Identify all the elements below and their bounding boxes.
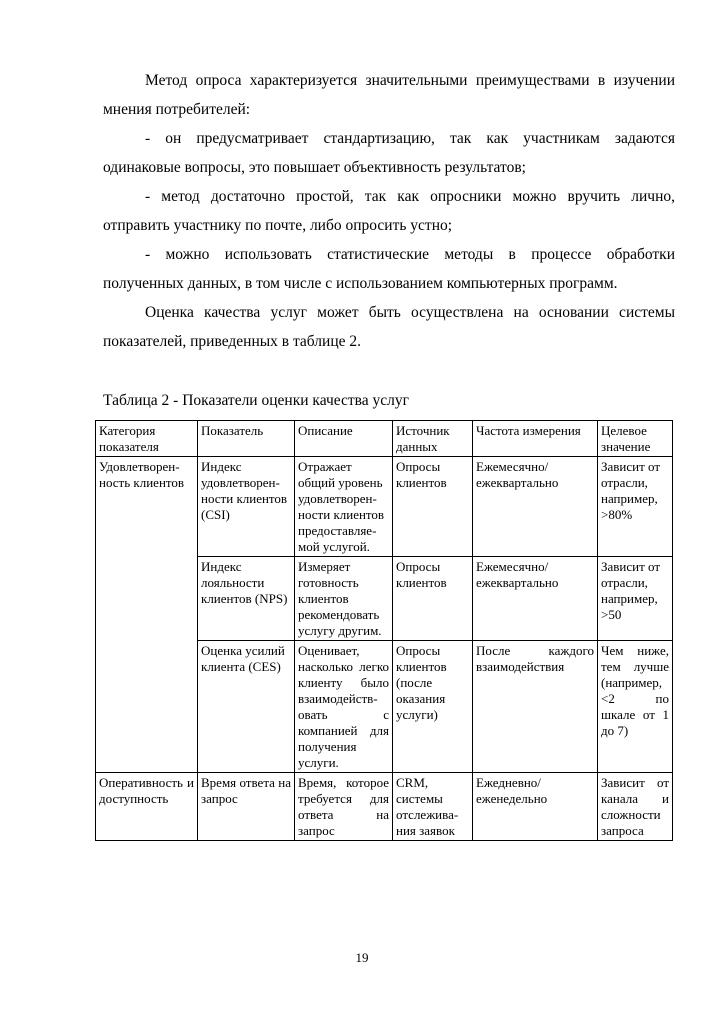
paragraph-survey-advantages: Метод опроса характеризуется значительными преимуществами в изучении мнения потребителей: [103,72,675,118]
indicator-cell: Оценка усилий клиента (CES) [198,641,295,773]
table-row [96,457,673,557]
paragraph-simplicity: - метод достаточно простой, так как опросники можно вручить лично, отправить участнику по почте, либо опросить устно; [103,188,675,234]
description-cell: Измеряет готовность клиентов рекомендовать услугу другим. [295,557,393,641]
frequency-cell: Ежемесячно/ ежеквартально [473,457,598,557]
indicator-cell: Время ответа на запрос [198,773,295,841]
header-source: Источник данных [393,421,473,457]
paragraph-statistics: - можно использовать статистические методы в процессе обработки полученных данных, в том числе с использованием компьютерных программ. [103,246,675,292]
header-target: Целевое значение [598,421,673,457]
page-number: 19 [355,950,369,965]
table-header-row [96,421,673,457]
target-cell: Зависит от канала и сложности запроса [598,773,673,841]
frequency-cell: После каждого взаимодействия [473,641,598,773]
header-description: Описание [295,421,393,457]
frequency-cell: Ежедневно/ еженедельно [473,773,598,841]
source-cell: Опросы клиентов (после оказания услуги) [393,641,473,773]
table-caption: Таблица 2 - Показатели оценки качества услуг [103,392,410,409]
source-cell: CRM, системы отслеживания заявок [393,773,473,841]
header-frequency: Частота измерения [473,421,598,457]
target-cell: Зависит от отрасли, например, >80% [598,457,673,557]
quality-indicators-table [95,420,673,841]
indicator-cell: Индекс удовлетворенности клиентов (CSI) [198,457,295,557]
description-cell: Время, которое требуется для ответа на запрос [295,773,393,841]
target-cell: Чем ниже, тем лучше (например, <2 по шкале от 1 до 7) [598,641,673,773]
category-cell: Удовлетворенность клиентов [96,457,198,773]
target-cell: Зависит от отрасли, например, >50 [598,557,673,641]
header-indicator: Показатель [198,421,295,457]
table-row [96,773,673,841]
paragraph-standardization: - он предусматривает стандартизацию, так как участникам задаются одинаковые вопросы, это повышает объективность результатов; [103,130,675,176]
header-category: Категория показателя [96,421,198,457]
description-cell: Оценивает, насколько легко клиенту было взаимодействовать с компанией для получения услуги. [295,641,393,773]
source-cell: Опросы клиентов [393,457,473,557]
frequency-cell: Ежемесячно/ ежеквартально [473,557,598,641]
description-cell: Отражает общий уровень удовлетворенности клиентов предоставляемой услугой. [295,457,393,557]
indicator-cell: Индекс лояльности клиентов (NPS) [198,557,295,641]
paragraph-quality-assessment: Оценка качества услуг может быть осуществлена на основании системы показателей, приведенных в таблице 2. [103,304,675,350]
source-cell: Опросы клиентов [393,557,473,641]
category-cell: Оперативность и доступность [96,773,198,841]
